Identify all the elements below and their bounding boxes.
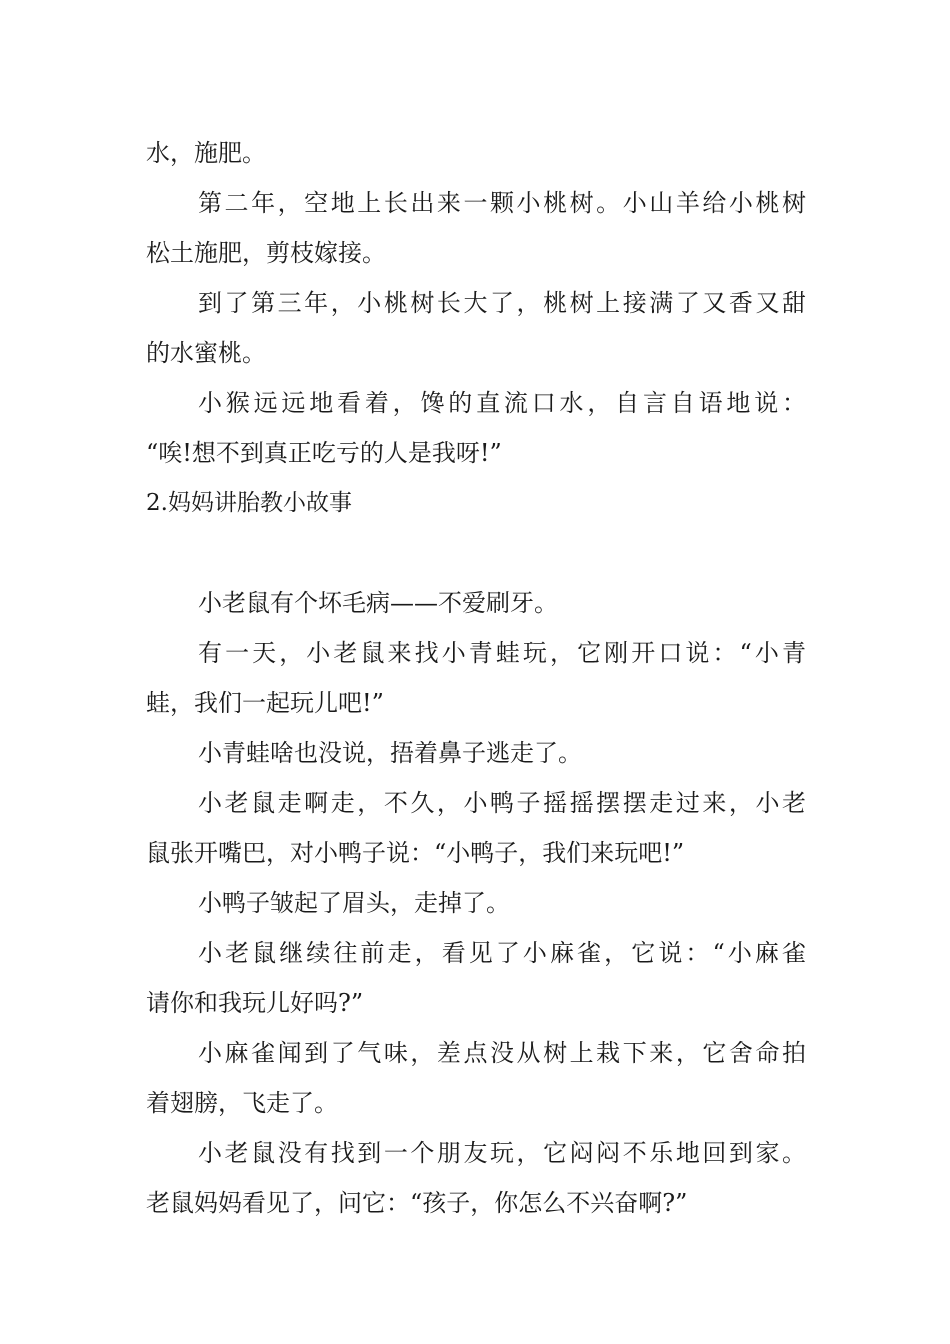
paragraph-line: 有一天，小老鼠来找小青蛙玩，它刚开口说：“小青: [198, 639, 806, 667]
section-heading: 2.妈妈讲胎教小故事: [146, 490, 352, 516]
paragraph-line: 小猴远远地看着，馋的直流口水，自言自语地说：: [198, 389, 806, 417]
paragraph-line: 小鸭子皱起了眉头，走掉了。: [198, 889, 510, 917]
paragraph-line: 请你和我玩儿好吗?”: [146, 989, 364, 1017]
paragraph-line: 小老鼠走啊走，不久，小鸭子摇摇摆摆走过来，小老: [198, 789, 806, 817]
document-body: [146, 128, 806, 1228]
paragraph-line: 着翅膀，飞走了。: [146, 1089, 338, 1117]
paragraph-line: 第二年，空地上长出来一颗小桃树。小山羊给小桃树: [198, 189, 806, 217]
paragraph-line: 小老鼠有个坏毛病——不爱刷牙。: [198, 589, 558, 617]
paragraph-line: 小麻雀闻到了气味，差点没从树上栽下来，它舍命拍: [198, 1039, 806, 1067]
paragraph-line: 松土施肥，剪枝嫁接。: [146, 239, 386, 267]
paragraph-line: 的水蜜桃。: [146, 339, 266, 367]
paragraph-line: 小青蛙啥也没说，捂着鼻子逃走了。: [198, 739, 582, 767]
paragraph-line: 蛙，我们一起玩儿吧!”: [146, 689, 384, 717]
paragraph-line: 小老鼠没有找到一个朋友玩，它闷闷不乐地回到家。: [198, 1139, 806, 1167]
paragraph-line: “唉!想不到真正吃亏的人是我呀!”: [146, 439, 502, 467]
blank-gap: [146, 528, 806, 578]
paragraph-line: 水，施肥。: [146, 139, 266, 167]
paragraph-line: 到了第三年，小桃树长大了，桃树上接满了又香又甜: [198, 289, 806, 317]
paragraph-line: 老鼠妈妈看见了，问它：“孩子，你怎么不兴奋啊?”: [146, 1189, 688, 1217]
paragraph-line: 鼠张开嘴巴，对小鸭子说：“小鸭子，我们来玩吧!”: [146, 839, 685, 867]
paragraph-line: 小老鼠继续往前走，看见了小麻雀，它说：“小麻雀: [198, 939, 806, 967]
